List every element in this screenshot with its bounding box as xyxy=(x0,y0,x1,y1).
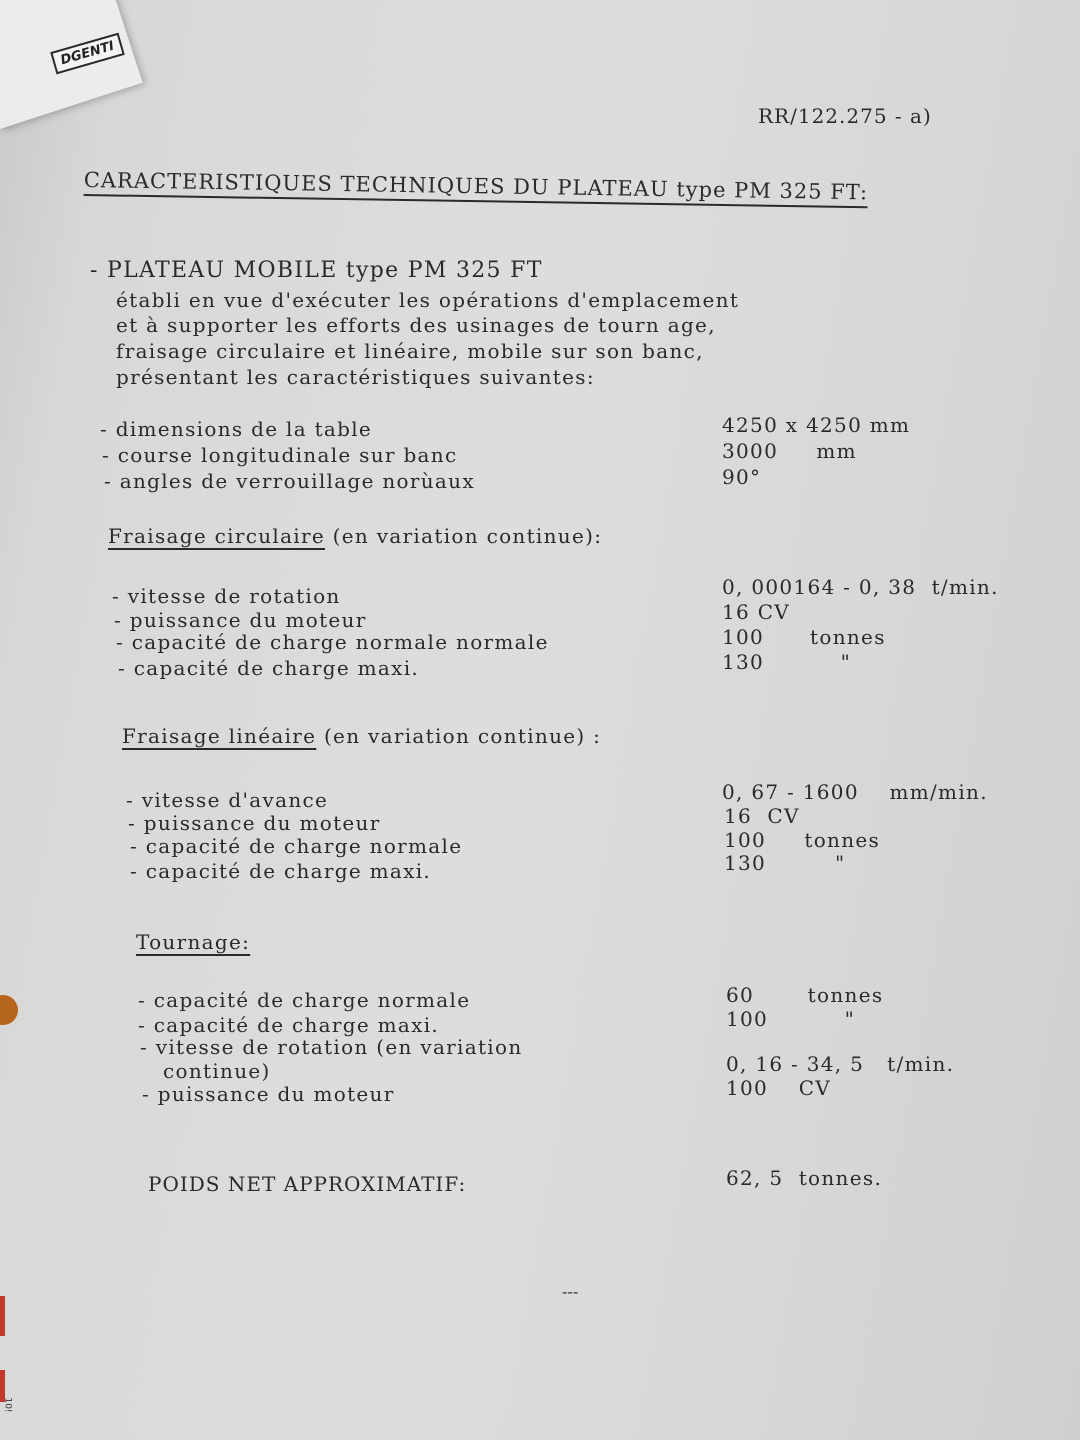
section-heading-circular xyxy=(108,524,602,548)
spec-label: - capacité de charge maxi. xyxy=(138,1013,440,1037)
binder-ring-icon xyxy=(0,995,18,1025)
spec-label: - capacité de charge maxi. xyxy=(130,859,432,883)
spec-value: 0, 16 - 34, 5 t/min. xyxy=(726,1052,955,1076)
intro-line: établi en vue d'exécuter les opérations d'emplacement xyxy=(116,288,740,312)
intro-line: fraisage circulaire et linéaire, mobile sur son banc, xyxy=(116,339,704,363)
weight-value: 62, 5 tonnes. xyxy=(726,1166,883,1190)
spec-label: - angles de verrouillage norùaux xyxy=(104,469,475,493)
spec-label: - capacité de charge normale xyxy=(138,988,471,1012)
spec-value: 16 CV xyxy=(724,804,800,828)
spec-label: - puissance du moteur xyxy=(128,811,381,835)
spec-value: 60 tonnes xyxy=(726,983,884,1007)
spec-value: 100 tonnes xyxy=(722,625,886,649)
footer-mark: --- xyxy=(562,1282,579,1301)
company-stamp: DGENTI xyxy=(50,33,125,75)
spec-value: 4250 x 4250 mm xyxy=(722,413,911,437)
spec-value: 100 CV xyxy=(726,1076,832,1100)
spec-label: - dimensions de la table xyxy=(100,417,373,441)
spec-label: - capacité de charge normale xyxy=(130,834,463,858)
spec-label: - vitesse de rotation (en variation xyxy=(140,1035,523,1059)
spec-value: 16 CV xyxy=(722,600,791,624)
spec-value: 0, 000164 - 0, 38 t/min. xyxy=(722,575,999,599)
section-heading-turning: Tournage: xyxy=(136,930,251,954)
spec-label: - puissance du moteur xyxy=(142,1082,395,1106)
intro-line: et à supporter les efforts des usinages de tourn age, xyxy=(116,313,716,337)
section-heading-suffix: (en variation continue): xyxy=(332,524,603,548)
section-heading-text: Fraisage linéaire xyxy=(122,724,317,748)
spec-value: 100 tonnes xyxy=(724,828,881,852)
spec-label: continue) xyxy=(140,1059,271,1083)
spec-value: 3000 mm xyxy=(722,439,857,463)
spec-label: - capacité de charge maxi. xyxy=(118,656,420,680)
spec-label: - capacité de charge normale normale xyxy=(116,630,549,654)
section-heading-text: Fraisage circulaire xyxy=(108,524,325,548)
section-heading-linear xyxy=(122,724,601,748)
spec-value: 90° xyxy=(722,465,762,489)
document-title: CARACTERISTIQUES TECHNIQUES DU PLATEAU type PM 325 FT: xyxy=(84,168,869,208)
section-heading-suffix: (en variation continue) : xyxy=(323,724,602,748)
document-reference: RR/122.275 - a) xyxy=(758,104,932,128)
spec-label: - vitesse de rotation xyxy=(112,584,341,608)
spec-label: - course longitudinale sur banc xyxy=(102,443,458,467)
spec-value: 130 " xyxy=(724,851,846,875)
binder-tab-1 xyxy=(0,1296,5,1336)
spec-label: - vitesse d'avance xyxy=(126,788,329,812)
margin-mark: 10! xyxy=(2,1397,13,1413)
spec-label: - puissance du moteur xyxy=(114,608,367,632)
intro-line: présentant les caractéristiques suivantes: xyxy=(116,365,595,389)
plateau-heading: - PLATEAU MOBILE type PM 325 FT xyxy=(90,258,543,283)
spec-value: 100 " xyxy=(726,1007,856,1031)
spec-value: 130 " xyxy=(722,650,852,674)
spec-value: 0, 67 - 1600 mm/min. xyxy=(722,780,988,804)
weight-label: POIDS NET APPROXIMATIF: xyxy=(148,1172,467,1196)
